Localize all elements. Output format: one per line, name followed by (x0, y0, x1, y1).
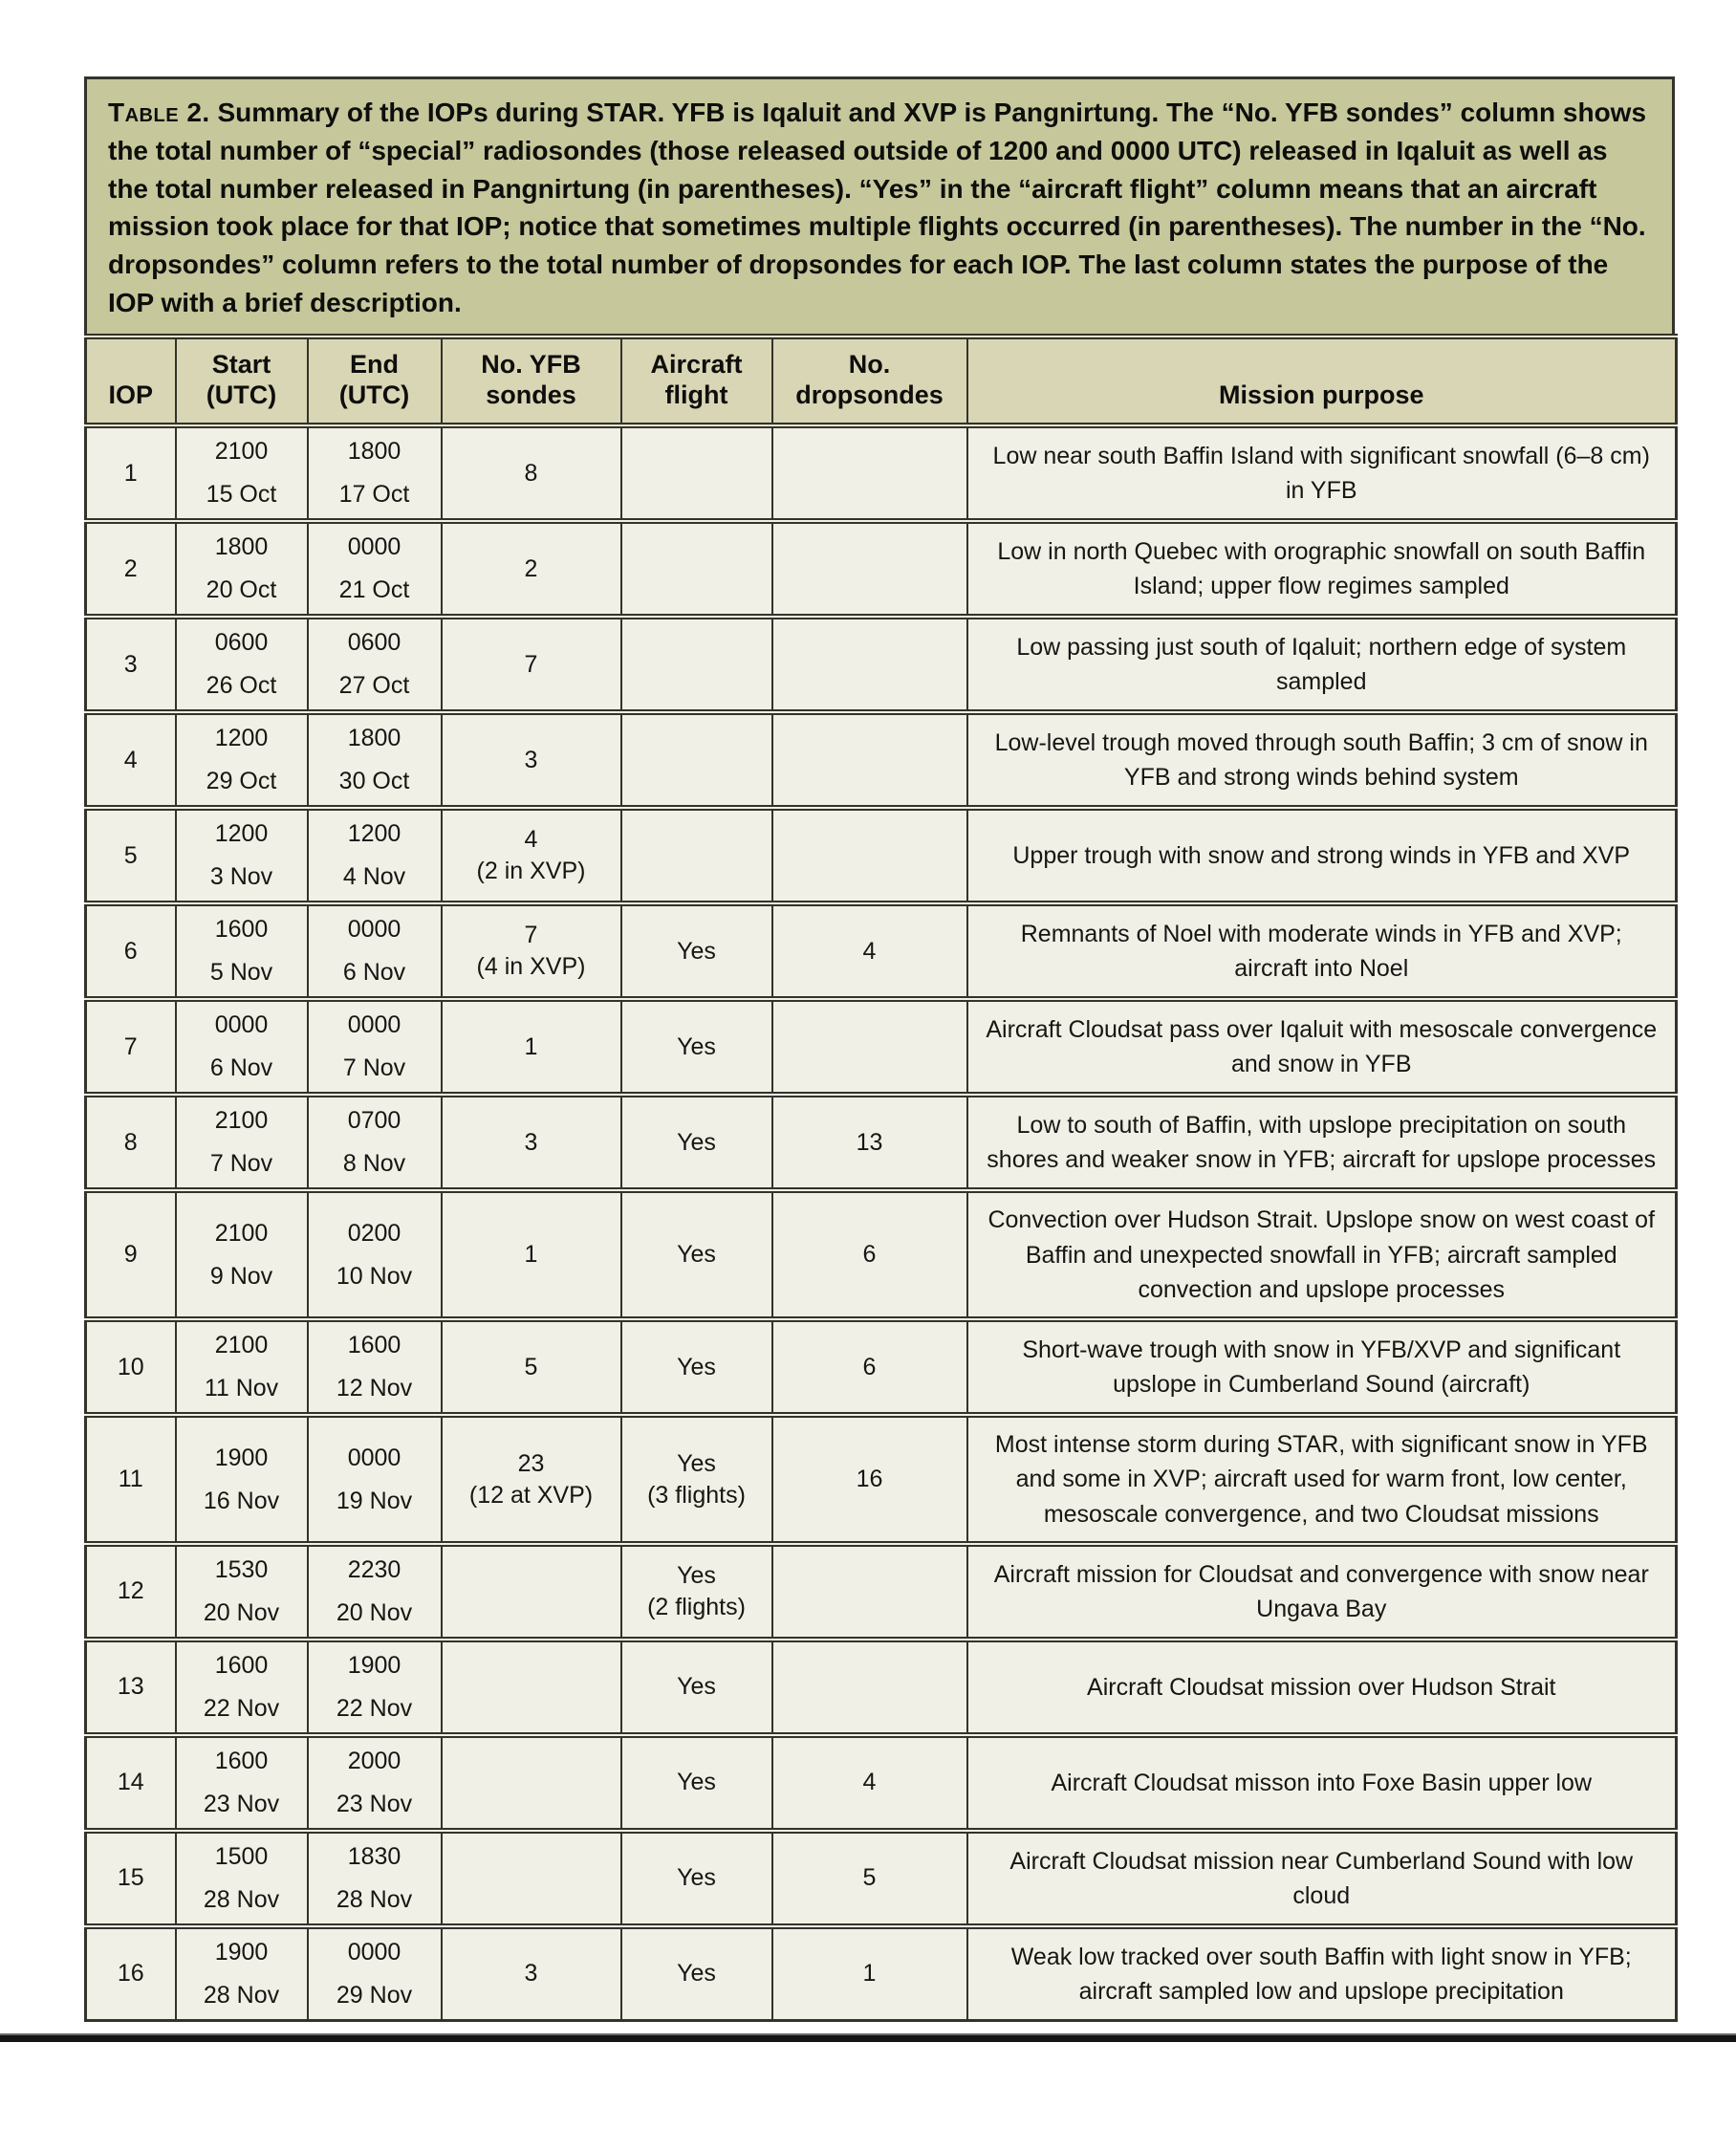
iop-cell: 5 (86, 808, 176, 903)
aircraft-cell (621, 1190, 772, 1319)
aircraft-flag: Yes (677, 1032, 716, 1060)
sondes-cell (442, 1831, 621, 1926)
end-cell (308, 1640, 442, 1735)
table-row (86, 425, 1677, 521)
end-date: 8 Nov (342, 1150, 406, 1178)
start-time: 2100 (214, 1332, 269, 1359)
col-header-line: dropsondes (795, 380, 944, 410)
end-cell (308, 521, 442, 617)
end-cell (308, 808, 442, 903)
sondes-cell (442, 425, 621, 521)
end-date: 7 Nov (342, 1054, 406, 1082)
col-header-line: sondes (486, 380, 576, 410)
sondes-count: 4 (524, 826, 538, 854)
end-time: 0000 (347, 1011, 401, 1039)
iop-cell: 13 (86, 1640, 176, 1735)
table-row (86, 808, 1677, 903)
table-row (86, 1544, 1677, 1640)
start-date: 20 Oct (206, 576, 277, 604)
start-cell (176, 1319, 308, 1415)
iop-cell: 11 (86, 1415, 176, 1544)
purpose-cell: Low near south Baffin Island with significant snowfall (6–8 cm) in YFB (967, 425, 1677, 521)
sondes-count: 3 (524, 1960, 538, 1988)
end-cell (308, 1926, 442, 2021)
iop-cell: 7 (86, 999, 176, 1095)
start-time: 1900 (214, 1938, 269, 1966)
start-cell (176, 1095, 308, 1190)
caption-label: Table 2. (108, 98, 210, 127)
dropsondes-cell: 6 (772, 1319, 967, 1415)
col-header-purpose (967, 337, 1677, 426)
end-date: 30 Oct (338, 768, 410, 795)
sondes-cell (442, 617, 621, 712)
table-row (86, 1926, 1677, 2021)
table-row (86, 1319, 1677, 1415)
purpose-cell: Aircraft Cloudsat mission near Cumberland Sound with low cloud (967, 1831, 1677, 1926)
dropsondes-cell: 1 (772, 1926, 967, 2021)
iop-cell: 12 (86, 1544, 176, 1640)
aircraft-cell (621, 1415, 772, 1544)
end-time: 0200 (347, 1219, 401, 1247)
sondes-cell (442, 1095, 621, 1190)
iop-cell: 14 (86, 1735, 176, 1831)
start-time: 0600 (214, 629, 269, 657)
end-date: 27 Oct (338, 672, 410, 700)
sondes-note: (4 in XVP) (476, 953, 586, 981)
header-row (86, 337, 1677, 426)
end-cell (308, 1095, 442, 1190)
sondes-cell (442, 1926, 621, 2021)
sondes-cell (442, 903, 621, 999)
sondes-cell (442, 712, 621, 808)
table-row (86, 1640, 1677, 1735)
table-row (86, 1190, 1677, 1319)
purpose-cell: Weak low tracked over south Baffin with light snow in YFB; aircraft sampled low and upslope precipitation (967, 1926, 1677, 2021)
aircraft-cell (621, 903, 772, 999)
start-cell (176, 425, 308, 521)
iop-cell: 6 (86, 903, 176, 999)
start-cell (176, 1640, 308, 1735)
sondes-count: 1 (524, 1032, 538, 1060)
dropsondes-cell: 16 (772, 1415, 967, 1544)
start-date: 9 Nov (209, 1262, 273, 1290)
start-cell (176, 1926, 308, 2021)
start-time: 1600 (214, 1651, 269, 1679)
col-header-iop (86, 337, 176, 426)
aircraft-cell (621, 521, 772, 617)
iop-cell: 16 (86, 1926, 176, 2021)
start-time: 1900 (214, 1444, 269, 1471)
end-time: 0600 (347, 629, 401, 657)
sondes-count: 7 (524, 922, 538, 949)
table-row (86, 712, 1677, 808)
start-date: 28 Nov (203, 1885, 280, 1913)
end-time: 0000 (347, 1938, 401, 1966)
col-header-line: flight (664, 380, 728, 410)
end-date: 20 Nov (336, 1598, 413, 1626)
col-header-sondes (442, 337, 621, 426)
end-cell (308, 903, 442, 999)
aircraft-note: (2 flights) (647, 1593, 746, 1620)
end-time: 1200 (347, 820, 401, 848)
end-cell (308, 712, 442, 808)
end-time: 0700 (347, 1107, 401, 1135)
dropsondes-cell: 5 (772, 1831, 967, 1926)
aircraft-flag: Yes (677, 1241, 716, 1269)
end-cell (308, 999, 442, 1095)
sondes-count: 8 (524, 459, 538, 487)
sondes-count: 2 (524, 554, 538, 582)
sondes-count: 7 (524, 650, 538, 678)
sondes-cell (442, 1319, 621, 1415)
end-time: 1800 (347, 725, 401, 752)
aircraft-flag: Yes (677, 1128, 716, 1156)
start-time: 0000 (214, 1011, 269, 1039)
end-time: 0000 (347, 916, 401, 944)
dropsondes-cell: 6 (772, 1190, 967, 1319)
purpose-cell: Low-level trough moved through south Baffin; 3 cm of snow in YFB and strong winds behind system (967, 712, 1677, 808)
aircraft-flag: Yes (677, 1449, 716, 1477)
table-figure (84, 76, 1675, 2042)
end-time: 2230 (347, 1555, 401, 1583)
start-date: 3 Nov (209, 863, 273, 891)
purpose-cell: Upper trough with snow and strong winds in YFB and XVP (967, 808, 1677, 903)
end-date: 4 Nov (342, 863, 406, 891)
purpose-cell: Aircraft Cloudsat mission over Hudson Strait (967, 1640, 1677, 1735)
dropsondes-cell (772, 808, 967, 903)
start-time: 1500 (214, 1842, 269, 1870)
aircraft-cell (621, 617, 772, 712)
start-cell (176, 1544, 308, 1640)
end-date: 22 Nov (336, 1694, 413, 1722)
aircraft-cell (621, 1319, 772, 1415)
start-time: 2100 (214, 438, 269, 466)
end-date: 21 Oct (338, 576, 410, 604)
dropsondes-cell (772, 712, 967, 808)
sondes-cell (442, 1735, 621, 1831)
purpose-cell: Convection over Hudson Strait. Upslope snow on west coast of Baffin and unexpected snowfall in YFB; aircraft sampled convection and upslope processes (967, 1190, 1677, 1319)
purpose-cell: Low passing just south of Iqaluit; northern edge of system sampled (967, 617, 1677, 712)
start-date: 11 Nov (204, 1375, 279, 1402)
start-cell (176, 1831, 308, 1926)
sondes-cell (442, 1544, 621, 1640)
aircraft-flag: Yes (677, 1673, 716, 1701)
col-header-line: Mission purpose (1218, 380, 1424, 410)
end-time: 1830 (347, 1842, 401, 1870)
sondes-cell (442, 1415, 621, 1544)
end-time: 1900 (347, 1651, 401, 1679)
sondes-count: 3 (524, 746, 538, 773)
end-cell (308, 1735, 442, 1831)
end-cell (308, 1544, 442, 1640)
end-cell (308, 1190, 442, 1319)
dropsondes-cell (772, 521, 967, 617)
sondes-cell (442, 521, 621, 617)
aircraft-flag: Yes (677, 1769, 716, 1796)
aircraft-cell (621, 1926, 772, 2021)
purpose-cell: Most intense storm during STAR, with significant snow in YFB and some in XVP; aircraft used for warm front, low center, mesoscale convergence, and two Cloudsat missions (967, 1415, 1677, 1544)
end-cell (308, 1831, 442, 1926)
end-date: 23 Nov (336, 1790, 413, 1817)
dropsondes-cell (772, 999, 967, 1095)
end-time: 1600 (347, 1332, 401, 1359)
start-date: 16 Nov (203, 1487, 280, 1514)
aircraft-flag: Yes (677, 1960, 716, 1988)
table-row (86, 1735, 1677, 1831)
start-cell (176, 521, 308, 617)
table-row (86, 617, 1677, 712)
start-cell (176, 1190, 308, 1319)
table-row (86, 1095, 1677, 1190)
end-time: 1800 (347, 438, 401, 466)
iop-cell: 15 (86, 1831, 176, 1926)
aircraft-cell (621, 1544, 772, 1640)
start-date: 29 Oct (206, 768, 277, 795)
start-time: 1200 (214, 725, 269, 752)
col-header-line: No. (848, 349, 891, 379)
sondes-count: 1 (524, 1241, 538, 1269)
end-date: 28 Nov (336, 1885, 413, 1913)
start-time: 1800 (214, 533, 269, 561)
start-cell (176, 1735, 308, 1831)
iop-cell: 3 (86, 617, 176, 712)
purpose-cell: Low in north Quebec with orographic snowfall on south Baffin Island; upper flow regimes sampled (967, 521, 1677, 617)
aircraft-cell (621, 1640, 772, 1735)
start-date: 5 Nov (209, 959, 273, 987)
end-cell (308, 617, 442, 712)
col-header-line: No. YFB (481, 349, 581, 379)
sondes-note: (12 at XVP) (468, 1481, 594, 1509)
start-cell (176, 999, 308, 1095)
table-caption (84, 76, 1675, 334)
iop-cell: 9 (86, 1190, 176, 1319)
start-date: 22 Nov (203, 1694, 280, 1722)
start-time: 1600 (214, 1747, 269, 1774)
start-date: 20 Nov (203, 1598, 280, 1626)
purpose-cell: Aircraft Cloudsat misson into Foxe Basin upper low (967, 1735, 1677, 1831)
start-date: 23 Nov (203, 1790, 280, 1817)
end-date: 12 Nov (336, 1375, 413, 1402)
start-date: 26 Oct (206, 672, 277, 700)
table-header (86, 337, 1677, 426)
start-time: 1200 (214, 820, 269, 848)
page-bottom-rule (0, 2033, 1736, 2042)
col-header-line: IOP (108, 380, 153, 410)
table-row (86, 999, 1677, 1095)
aircraft-cell (621, 1095, 772, 1190)
iop-cell: 8 (86, 1095, 176, 1190)
aircraft-cell (621, 1735, 772, 1831)
col-header-flight (621, 337, 772, 426)
dropsondes-cell: 13 (772, 1095, 967, 1190)
aircraft-cell (621, 999, 772, 1095)
aircraft-flag: Yes (677, 1864, 716, 1892)
dropsondes-cell (772, 1544, 967, 1640)
aircraft-cell (621, 712, 772, 808)
end-time: 0000 (347, 1444, 401, 1471)
col-header-dropsondes (772, 337, 967, 426)
col-header-start (176, 337, 308, 426)
col-header-line: (UTC) (338, 380, 410, 410)
iop-cell: 1 (86, 425, 176, 521)
iop-summary-table (84, 334, 1678, 2022)
sondes-cell (442, 1640, 621, 1735)
table-row (86, 1831, 1677, 1926)
end-date: 19 Nov (336, 1487, 413, 1514)
end-cell (308, 1319, 442, 1415)
aircraft-note: (3 flights) (647, 1481, 746, 1509)
table-row (86, 903, 1677, 999)
end-cell (308, 1415, 442, 1544)
end-time: 2000 (347, 1747, 401, 1774)
purpose-cell: Remnants of Noel with moderate winds in YFB and XVP; aircraft into Noel (967, 903, 1677, 999)
sondes-count: 23 (517, 1449, 545, 1477)
dropsondes-cell (772, 617, 967, 712)
sondes-count: 5 (524, 1353, 538, 1380)
purpose-cell: Aircraft mission for Cloudsat and convergence with snow near Ungava Bay (967, 1544, 1677, 1640)
dropsondes-cell: 4 (772, 903, 967, 999)
start-cell (176, 903, 308, 999)
aircraft-cell (621, 425, 772, 521)
start-cell (176, 808, 308, 903)
col-header-line: Start (211, 349, 271, 379)
end-date: 10 Nov (336, 1262, 413, 1290)
dropsondes-cell (772, 1640, 967, 1735)
col-header-line: (UTC) (206, 380, 277, 410)
start-date: 28 Nov (203, 1981, 280, 2009)
sondes-note: (2 in XVP) (476, 858, 586, 885)
end-date: 29 Nov (336, 1981, 413, 2009)
aircraft-cell (621, 808, 772, 903)
caption-text: Summary of the IOPs during STAR. YFB is Iqaluit and XVP is Pangnirtung. The “No. YFB sondes” column shows the total number of “special” radiosondes (those released outside of 1200 and 0000 UTC) released in Iqaluit as well as the total number released in Pangnirtung (in parentheses). “Yes” in the “aircraft flight” column means that an aircraft mission took place for that IOP; notice that sometimes multiple flights occurred (in parentheses). The number in the “No. dropsondes” column refers to the total number of dropsondes for each IOP. The last column states the purpose of the IOP with a brief description. (108, 98, 1647, 317)
end-date: 6 Nov (342, 959, 406, 987)
start-time: 1600 (214, 916, 269, 944)
end-cell (308, 425, 442, 521)
start-date: 15 Oct (206, 481, 277, 509)
col-header-line: Aircraft (650, 349, 743, 379)
start-time: 1530 (214, 1555, 269, 1583)
end-time: 0000 (347, 533, 401, 561)
sondes-count: 3 (524, 1128, 538, 1156)
start-time: 2100 (214, 1107, 269, 1135)
table-body (86, 425, 1677, 2020)
aircraft-cell (621, 1831, 772, 1926)
end-date: 17 Oct (338, 481, 410, 509)
start-cell (176, 1415, 308, 1544)
aircraft-flag: Yes (677, 937, 716, 965)
aircraft-flag: Yes (677, 1561, 716, 1589)
start-cell (176, 712, 308, 808)
table-row (86, 1415, 1677, 1544)
sondes-cell (442, 808, 621, 903)
start-time: 2100 (214, 1219, 269, 1247)
iop-cell: 2 (86, 521, 176, 617)
col-header-end (308, 337, 442, 426)
sondes-cell (442, 999, 621, 1095)
purpose-cell: Aircraft Cloudsat pass over Iqaluit with mesoscale convergence and snow in YFB (967, 999, 1677, 1095)
aircraft-flag: Yes (677, 1353, 716, 1380)
col-header-line: End (350, 349, 399, 379)
iop-cell: 10 (86, 1319, 176, 1415)
dropsondes-cell (772, 425, 967, 521)
dropsondes-cell: 4 (772, 1735, 967, 1831)
start-cell (176, 617, 308, 712)
sondes-cell (442, 1190, 621, 1319)
iop-cell: 4 (86, 712, 176, 808)
start-date: 6 Nov (209, 1054, 273, 1082)
purpose-cell: Short-wave trough with snow in YFB/XVP and significant upslope in Cumberland Sound (aircraft) (967, 1319, 1677, 1415)
start-date: 7 Nov (209, 1150, 273, 1178)
purpose-cell: Low to south of Baffin, with upslope precipitation on south shores and weaker snow in YFB; aircraft for upslope processes (967, 1095, 1677, 1190)
table-row (86, 521, 1677, 617)
